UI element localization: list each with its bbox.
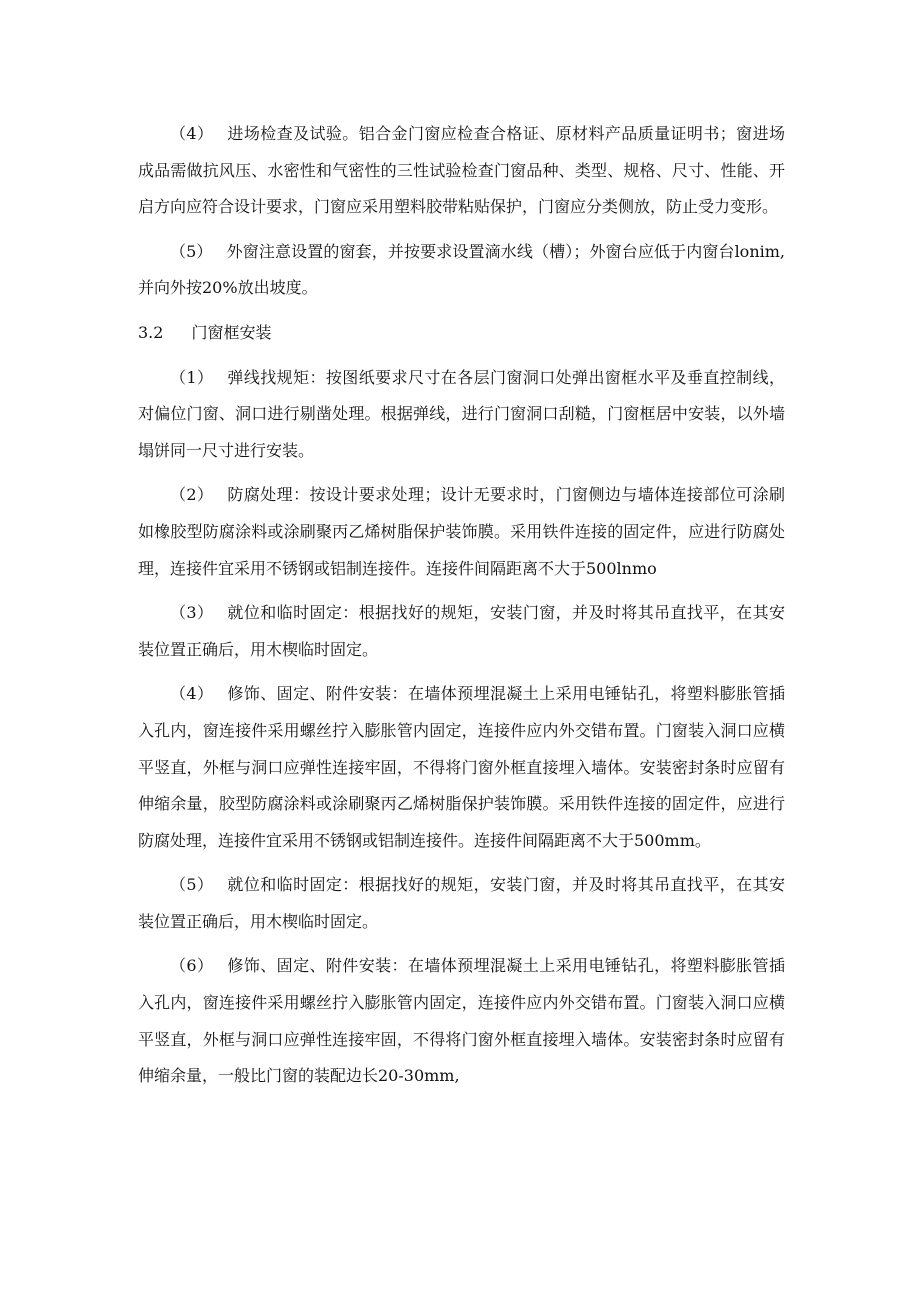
- paragraph-6-fixing: [138, 948, 785, 1094]
- paragraph-number: （4）: [170, 684, 214, 704]
- paragraph-text: 防腐处理：按设计要求处理；设计无要求时，门窗侧边与墙体连接部位可涂刷如橡胶型防腐涂料或涂刷聚丙乙烯树脂保护装饰膜。采用铁件连接的固定件，应进行防腐处理，连接件宜采用不锈钢或铝制连接件。连接件间隔距离不大于500lnmo: [138, 485, 785, 578]
- paragraph-text: 外窗注意设置的窗套，并按要求设置滴水线（槽）；外窗台应低于内窗台lonim,并向外按20%放出坡度。: [138, 241, 785, 298]
- paragraph-3-positioning: [138, 595, 785, 668]
- paragraph-4-fixing: [138, 676, 785, 859]
- paragraph-text: 就位和临时固定：根据找好的规矩，安装门窗，并及时将其吊直找平，在其安装位置正确后，用木楔临时固定。: [138, 603, 785, 659]
- paragraph-text: 就位和临时固定：根据找好的规矩，安装门窗，并及时将其吊直找平，在其安装位置正确后，用木楔临时固定。: [138, 875, 785, 931]
- section-title: 门窗框安装: [191, 322, 272, 342]
- section-heading-3-2: [138, 315, 785, 352]
- paragraph-text: 修饰、固定、附件安装：在墙体预埋混凝土上采用电锤钻孔，将塑料膨胀管插入孔内，窗连接件采用螺丝拧入膨胀管内固定，连接件应内外交错布置。门窗装入洞口应横平竖直，外框与洞口应弹性连接牢固，不得将门窗外框直接埋入墙体。安装密封条时应留有伸缩余量，一般比门窗的装配边长20-30mm,: [138, 956, 785, 1086]
- paragraph-4-inspection: [138, 116, 785, 226]
- paragraph-number: （4）: [170, 124, 214, 143]
- document-body: [138, 116, 785, 1103]
- paragraph-text: 弹线找规矩：按图纸要求尺寸在各层门窗洞口处弹出窗框水平及垂直控制线，对偏位门窗、洞口进行剔凿处理。根据弹线，进行门窗洞口刮糙，门窗框居中安装，以外墙塌饼同一尺寸进行安装。: [138, 367, 785, 460]
- paragraph-5-window-sleeve: [138, 234, 785, 307]
- paragraph-number: （6）: [170, 956, 214, 976]
- paragraph-1-line-marking: [138, 360, 785, 470]
- paragraph-number: （3）: [170, 603, 214, 623]
- paragraph-number: （2）: [170, 485, 214, 505]
- paragraph-text: 修饰、固定、附件安装：在墙体预埋混凝土上采用电锤钻孔，将塑料膨胀管插入孔内，窗连接件采用螺丝拧入膨胀管内固定，连接件应内外交错布置。门窗装入洞口应横平竖直，外框与洞口应弹性连接牢固，不得将门窗外框直接埋入墙体。安装密封条时应留有伸缩余量，胶型防腐涂料或涂刷聚丙乙烯树脂保护装饰膜。采用铁件连接的固定件，应进行防腐处理，连接件宜采用不锈钢或铝制连接件。连接件间隔距离不大于500mm。: [138, 684, 785, 850]
- paragraph-2-anticorrosion: [138, 477, 785, 587]
- paragraph-number: （1）: [170, 367, 214, 387]
- paragraph-text: 进场检查及试验。铝合金门窗应检查合格证、原材料产品质量证明书；窗进场成品需做抗风压、水密性和气密性的三性试验检查门窗品种、类型、规格、尺寸、性能、开启方向应符合设计要求，门窗应采用塑料胶带粘贴保护，门窗应分类侧放，防止受力变形。: [138, 124, 785, 217]
- paragraph-number: （5）: [170, 875, 214, 895]
- section-number: 3.2: [138, 322, 164, 342]
- paragraph-5-positioning: [138, 867, 785, 940]
- paragraph-number: （5）: [170, 241, 213, 261]
